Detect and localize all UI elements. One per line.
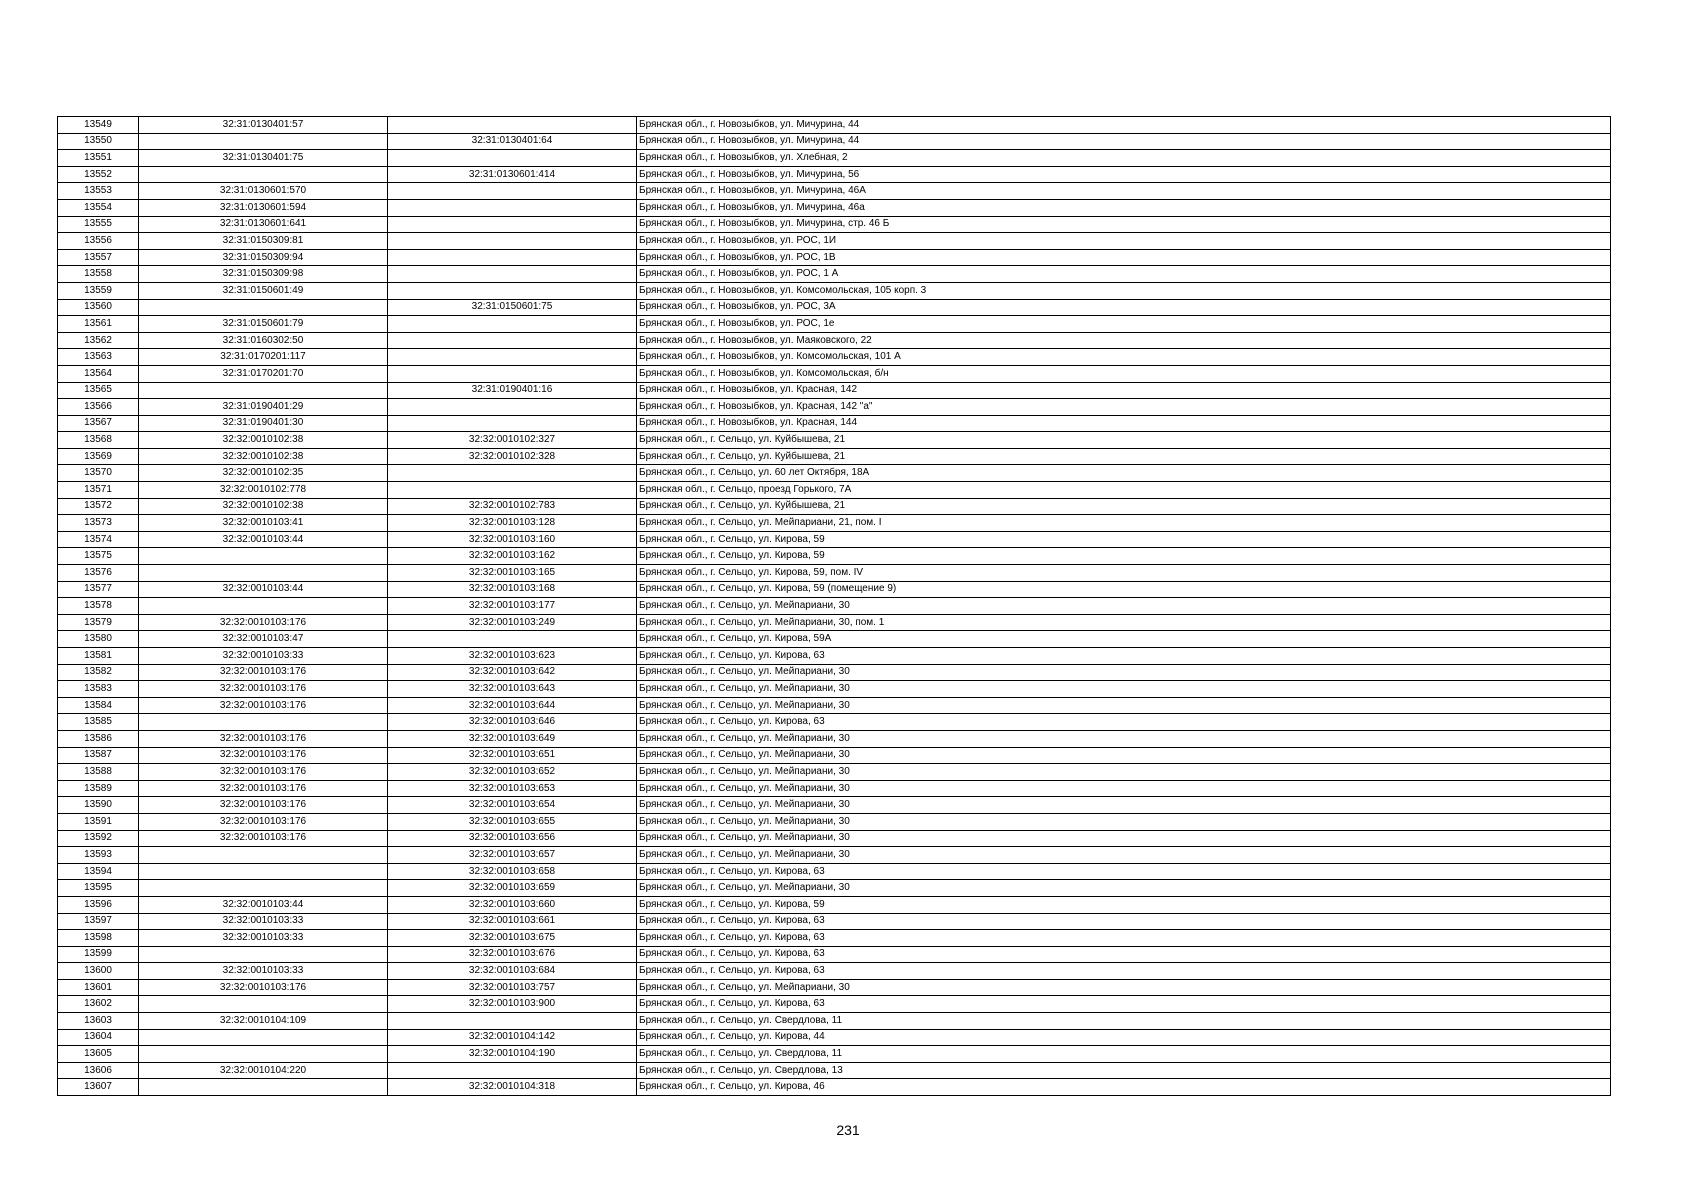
object-number-cell xyxy=(388,199,637,216)
cadastral-number-cell: 32:32:0010103:176 xyxy=(139,681,388,698)
address-cell: Брянская обл., г. Новозыбков, ул. Мичурина, 44 xyxy=(637,117,1611,134)
address-cell: Брянская обл., г. Новозыбков, ул. Мичурина, 56 xyxy=(637,166,1611,183)
address-cell: Брянская обл., г. Сельцо, ул. Кирова, 59А xyxy=(637,631,1611,648)
table-row xyxy=(58,631,1611,648)
table-row xyxy=(58,515,1611,532)
row-number-cell: 13556 xyxy=(58,233,139,250)
table-row xyxy=(58,117,1611,134)
cadastral-number-cell xyxy=(139,946,388,963)
row-number-cell: 13554 xyxy=(58,199,139,216)
row-number-cell: 13606 xyxy=(58,1062,139,1079)
object-number-cell: 32:32:0010103:165 xyxy=(388,565,637,582)
table-row xyxy=(58,664,1611,681)
table-row xyxy=(58,415,1611,432)
table-row xyxy=(58,697,1611,714)
row-number-cell: 13592 xyxy=(58,830,139,847)
table-row xyxy=(58,448,1611,465)
table-row xyxy=(58,531,1611,548)
table-row xyxy=(58,133,1611,150)
address-cell: Брянская обл., г. Сельцо, ул. Кирова, 63 xyxy=(637,946,1611,963)
object-number-cell xyxy=(388,117,637,134)
row-number-cell: 13602 xyxy=(58,996,139,1013)
row-number-cell: 13578 xyxy=(58,598,139,615)
row-number-cell: 13581 xyxy=(58,648,139,665)
address-cell: Брянская обл., г. Сельцо, ул. Мейпариани, 30 xyxy=(637,681,1611,698)
address-cell: Брянская обл., г. Новозыбков, ул. РОС, 1е xyxy=(637,316,1611,333)
address-cell: Брянская обл., г. Сельцо, ул. Мейпариани, 30 xyxy=(637,830,1611,847)
cadastral-number-cell: 32:31:0160302:50 xyxy=(139,332,388,349)
table-row xyxy=(58,581,1611,598)
cadastral-number-cell: 32:32:0010103:176 xyxy=(139,780,388,797)
row-number-cell: 13550 xyxy=(58,133,139,150)
cadastral-number-cell: 32:32:0010103:176 xyxy=(139,730,388,747)
cadastral-number-cell: 32:31:0130401:75 xyxy=(139,150,388,167)
address-cell: Брянская обл., г. Сельцо, ул. Кирова, 59, пом. IV xyxy=(637,565,1611,582)
address-cell: Брянская обл., г. Сельцо, ул. Свердлова, 11 xyxy=(637,1046,1611,1063)
address-cell: Брянская обл., г. Сельцо, ул. Мейпариани, 30 xyxy=(637,880,1611,897)
row-number-cell: 13568 xyxy=(58,432,139,449)
cadastral-number-cell xyxy=(139,996,388,1013)
object-number-cell: 32:32:0010103:646 xyxy=(388,714,637,731)
object-number-cell: 32:32:0010103:643 xyxy=(388,681,637,698)
row-number-cell: 13560 xyxy=(58,299,139,316)
address-cell: Брянская обл., г. Новозыбков, ул. РОС, 1И xyxy=(637,233,1611,250)
table-row xyxy=(58,249,1611,266)
cadastral-number-cell xyxy=(139,133,388,150)
table-row xyxy=(58,565,1611,582)
address-cell: Брянская обл., г. Сельцо, ул. Кирова, 59 xyxy=(637,548,1611,565)
cadastral-number-cell: 32:32:0010102:35 xyxy=(139,465,388,482)
table-row xyxy=(58,681,1611,698)
cadastral-number-cell xyxy=(139,382,388,399)
address-cell: Брянская обл., г. Сельцо, ул. Кирова, 63 xyxy=(637,648,1611,665)
cadastral-number-cell: 32:31:0130601:570 xyxy=(139,183,388,200)
cadastral-number-cell: 32:32:0010103:176 xyxy=(139,979,388,996)
address-cell: Брянская обл., г. Сельцо, ул. Кирова, 63 xyxy=(637,930,1611,947)
address-cell: Брянская обл., г. Сельцо, ул. Мейпариани, 30 xyxy=(637,598,1611,615)
object-number-cell: 32:32:0010103:177 xyxy=(388,598,637,615)
table-row xyxy=(58,780,1611,797)
cadastral-number-cell: 32:32:0010103:176 xyxy=(139,664,388,681)
row-number-cell: 13590 xyxy=(58,797,139,814)
object-number-cell: 32:32:0010102:327 xyxy=(388,432,637,449)
row-number-cell: 13600 xyxy=(58,963,139,980)
table-row xyxy=(58,598,1611,615)
row-number-cell: 13607 xyxy=(58,1079,139,1096)
cadastral-number-cell: 32:32:0010102:778 xyxy=(139,482,388,499)
address-cell: Брянская обл., г. Сельцо, проезд Горького, 7А xyxy=(637,482,1611,499)
table-row xyxy=(58,730,1611,747)
table-row xyxy=(58,382,1611,399)
address-cell: Брянская обл., г. Новозыбков, ул. РОС, 1В xyxy=(637,249,1611,266)
row-number-cell: 13557 xyxy=(58,249,139,266)
row-number-cell: 13580 xyxy=(58,631,139,648)
row-number-cell: 13572 xyxy=(58,498,139,515)
table-row xyxy=(58,216,1611,233)
cadastral-number-cell: 32:32:0010103:44 xyxy=(139,581,388,598)
table-row xyxy=(58,166,1611,183)
address-cell: Брянская обл., г. Новозыбков, ул. Красная, 142 "а" xyxy=(637,399,1611,416)
cadastral-number-cell: 32:32:0010104:109 xyxy=(139,1013,388,1030)
table-row xyxy=(58,548,1611,565)
table-row xyxy=(58,797,1611,814)
cadastral-number-cell: 32:31:0150309:98 xyxy=(139,266,388,283)
cadastral-number-cell xyxy=(139,548,388,565)
object-number-cell: 32:32:0010103:757 xyxy=(388,979,637,996)
object-number-cell: 32:32:0010103:249 xyxy=(388,614,637,631)
object-number-cell xyxy=(388,349,637,366)
table-row xyxy=(58,498,1611,515)
address-cell: Брянская обл., г. Сельцо, ул. Мейпариани, 30 xyxy=(637,730,1611,747)
object-number-cell xyxy=(388,150,637,167)
row-number-cell: 13596 xyxy=(58,896,139,913)
address-cell: Брянская обл., г. Сельцо, ул. Кирова, 59 xyxy=(637,531,1611,548)
cadastral-number-cell: 32:32:0010103:176 xyxy=(139,764,388,781)
cadastral-number-cell: 32:32:0010103:47 xyxy=(139,631,388,648)
object-number-cell xyxy=(388,216,637,233)
object-number-cell: 32:32:0010103:657 xyxy=(388,847,637,864)
cadastral-number-cell xyxy=(139,847,388,864)
table-row xyxy=(58,813,1611,830)
address-cell: Брянская обл., г. Новозыбков, ул. Мичурина, 46а xyxy=(637,199,1611,216)
row-number-cell: 13587 xyxy=(58,747,139,764)
cadastral-number-cell xyxy=(139,714,388,731)
cadastral-number-cell xyxy=(139,565,388,582)
cadastral-number-cell: 32:31:0190401:29 xyxy=(139,399,388,416)
address-cell: Брянская обл., г. Новозыбков, ул. Комсомольская, 105 корп. 3 xyxy=(637,282,1611,299)
address-cell: Брянская обл., г. Сельцо, ул. Кирова, 63 xyxy=(637,963,1611,980)
address-cell: Брянская обл., г. Новозыбков, ул. Комсомольская, 101 А xyxy=(637,349,1611,366)
table-row xyxy=(58,747,1611,764)
address-cell: Брянская обл., г. Новозыбков, ул. Красная, 144 xyxy=(637,415,1611,432)
address-cell: Брянская обл., г. Новозыбков, ул. РОС, 3А xyxy=(637,299,1611,316)
object-number-cell xyxy=(388,415,637,432)
row-number-cell: 13594 xyxy=(58,863,139,880)
object-number-cell xyxy=(388,482,637,499)
row-number-cell: 13582 xyxy=(58,664,139,681)
cadastral-number-cell: 32:32:0010103:44 xyxy=(139,896,388,913)
address-cell: Брянская обл., г. Новозыбков, ул. Мичурина, стр. 46 Б xyxy=(637,216,1611,233)
row-number-cell: 13565 xyxy=(58,382,139,399)
row-number-cell: 13571 xyxy=(58,482,139,499)
object-number-cell: 32:32:0010104:142 xyxy=(388,1029,637,1046)
cadastral-number-cell: 32:31:0170201:117 xyxy=(139,349,388,366)
cadastral-number-cell: 32:32:0010104:220 xyxy=(139,1062,388,1079)
address-cell: Брянская обл., г. Сельцо, ул. Кирова, 59 xyxy=(637,896,1611,913)
cadastral-number-cell: 32:31:0130601:641 xyxy=(139,216,388,233)
table-row xyxy=(58,614,1611,631)
object-number-cell xyxy=(388,183,637,200)
object-number-cell: 32:31:0150601:75 xyxy=(388,299,637,316)
row-number-cell: 13559 xyxy=(58,282,139,299)
object-number-cell xyxy=(388,465,637,482)
cadastral-number-cell xyxy=(139,1029,388,1046)
cadastral-number-cell xyxy=(139,1046,388,1063)
cadastral-number-cell xyxy=(139,863,388,880)
address-cell: Брянская обл., г. Сельцо, ул. Куйбышева, 21 xyxy=(637,498,1611,515)
object-number-cell: 32:32:0010104:190 xyxy=(388,1046,637,1063)
address-cell: Брянская обл., г. Сельцо, ул. Кирова, 63 xyxy=(637,913,1611,930)
row-number-cell: 13595 xyxy=(58,880,139,897)
row-number-cell: 13563 xyxy=(58,349,139,366)
table-row xyxy=(58,199,1611,216)
table-row xyxy=(58,316,1611,333)
cadastral-number-cell: 32:32:0010103:33 xyxy=(139,963,388,980)
cadastral-number-cell xyxy=(139,880,388,897)
table-row xyxy=(58,913,1611,930)
row-number-cell: 13552 xyxy=(58,166,139,183)
cadastral-number-cell: 32:32:0010103:176 xyxy=(139,797,388,814)
address-cell: Брянская обл., г. Новозыбков, ул. Маяковского, 22 xyxy=(637,332,1611,349)
row-number-cell: 13553 xyxy=(58,183,139,200)
row-number-cell: 13589 xyxy=(58,780,139,797)
table-row xyxy=(58,863,1611,880)
cadastral-number-cell: 32:32:0010103:176 xyxy=(139,697,388,714)
object-number-cell: 32:31:0130401:64 xyxy=(388,133,637,150)
row-number-cell: 13561 xyxy=(58,316,139,333)
object-number-cell: 32:32:0010103:652 xyxy=(388,764,637,781)
table-row xyxy=(58,233,1611,250)
row-number-cell: 13558 xyxy=(58,266,139,283)
object-number-cell: 32:32:0010103:644 xyxy=(388,697,637,714)
address-cell: Брянская обл., г. Сельцо, ул. Кирова, 44 xyxy=(637,1029,1611,1046)
cadastral-number-cell: 32:31:0150309:81 xyxy=(139,233,388,250)
object-number-cell: 32:31:0130601:414 xyxy=(388,166,637,183)
row-number-cell: 13551 xyxy=(58,150,139,167)
cadastral-number-cell: 32:31:0150309:94 xyxy=(139,249,388,266)
row-number-cell: 13584 xyxy=(58,697,139,714)
cadastral-number-cell: 32:31:0190401:30 xyxy=(139,415,388,432)
table-row xyxy=(58,880,1611,897)
object-number-cell: 32:32:0010103:661 xyxy=(388,913,637,930)
cadastral-number-cell: 32:31:0130401:57 xyxy=(139,117,388,134)
row-number-cell: 13570 xyxy=(58,465,139,482)
object-number-cell xyxy=(388,332,637,349)
row-number-cell: 13555 xyxy=(58,216,139,233)
table-row xyxy=(58,847,1611,864)
table-row xyxy=(58,482,1611,499)
object-number-cell: 32:32:0010103:658 xyxy=(388,863,637,880)
row-number-cell: 13603 xyxy=(58,1013,139,1030)
object-number-cell xyxy=(388,316,637,333)
object-number-cell: 32:32:0010103:654 xyxy=(388,797,637,814)
table-row xyxy=(58,764,1611,781)
object-number-cell: 32:32:0010103:623 xyxy=(388,648,637,665)
cadastral-number-cell: 32:31:0170201:70 xyxy=(139,365,388,382)
table-row xyxy=(58,830,1611,847)
table-row xyxy=(58,332,1611,349)
object-number-cell xyxy=(388,1013,637,1030)
object-number-cell xyxy=(388,249,637,266)
row-number-cell: 13604 xyxy=(58,1029,139,1046)
address-cell: Брянская обл., г. Сельцо, ул. Мейпариани, 30 xyxy=(637,847,1611,864)
address-cell: Брянская обл., г. Сельцо, ул. Мейпариани, 30 xyxy=(637,979,1611,996)
table-row xyxy=(58,282,1611,299)
row-number-cell: 13566 xyxy=(58,399,139,416)
address-cell: Брянская обл., г. Новозыбков, ул. Мичурина, 46А xyxy=(637,183,1611,200)
address-cell: Брянская обл., г. Сельцо, ул. Мейпариани, 30 xyxy=(637,764,1611,781)
object-number-cell: 32:32:0010103:900 xyxy=(388,996,637,1013)
row-number-cell: 13574 xyxy=(58,531,139,548)
row-number-cell: 13562 xyxy=(58,332,139,349)
object-number-cell: 32:32:0010103:128 xyxy=(388,515,637,532)
object-number-cell: 32:32:0010103:656 xyxy=(388,830,637,847)
row-number-cell: 13573 xyxy=(58,515,139,532)
cadastral-number-cell: 32:32:0010103:176 xyxy=(139,747,388,764)
cadastral-number-cell: 32:32:0010103:33 xyxy=(139,930,388,947)
row-number-cell: 13586 xyxy=(58,730,139,747)
row-number-cell: 13577 xyxy=(58,581,139,598)
cadastral-number-cell: 32:32:0010102:38 xyxy=(139,448,388,465)
cadastral-number-cell: 32:32:0010102:38 xyxy=(139,498,388,515)
row-number-cell: 13585 xyxy=(58,714,139,731)
row-number-cell: 13576 xyxy=(58,565,139,582)
cadastral-number-cell: 32:32:0010103:41 xyxy=(139,515,388,532)
row-number-cell: 13569 xyxy=(58,448,139,465)
cadastral-number-cell: 32:32:0010103:176 xyxy=(139,813,388,830)
address-cell: Брянская обл., г. Новозыбков, ул. Красная, 142 xyxy=(637,382,1611,399)
object-number-cell xyxy=(388,266,637,283)
cadastral-number-cell: 32:31:0150601:49 xyxy=(139,282,388,299)
table-row xyxy=(58,349,1611,366)
page-number: 231 xyxy=(836,1122,860,1138)
cadastral-number-cell xyxy=(139,1079,388,1096)
object-number-cell xyxy=(388,1062,637,1079)
table-row xyxy=(58,896,1611,913)
address-cell: Брянская обл., г. Сельцо, ул. Мейпариани, 30 xyxy=(637,697,1611,714)
object-number-cell: 32:32:0010103:659 xyxy=(388,880,637,897)
table-row xyxy=(58,963,1611,980)
object-number-cell xyxy=(388,631,637,648)
address-cell: Брянская обл., г. Сельцо, ул. Куйбышева, 21 xyxy=(637,432,1611,449)
table-row xyxy=(58,1046,1611,1063)
address-cell: Брянская обл., г. Сельцо, ул. Кирова, 63 xyxy=(637,863,1611,880)
table-row xyxy=(58,648,1611,665)
object-number-cell: 32:32:0010103:642 xyxy=(388,664,637,681)
table-row xyxy=(58,1029,1611,1046)
address-cell: Брянская обл., г. Сельцо, ул. Кирова, 63 xyxy=(637,714,1611,731)
row-number-cell: 13567 xyxy=(58,415,139,432)
address-cell: Брянская обл., г. Новозыбков, ул. РОС, 1 А xyxy=(637,266,1611,283)
cadastral-number-cell: 32:32:0010102:38 xyxy=(139,432,388,449)
object-number-cell: 32:32:0010103:655 xyxy=(388,813,637,830)
address-cell: Брянская обл., г. Сельцо, ул. Мейпариани, 30 xyxy=(637,747,1611,764)
cadastral-table xyxy=(57,116,1611,1096)
table-row xyxy=(58,365,1611,382)
row-number-cell: 13597 xyxy=(58,913,139,930)
object-number-cell: 32:32:0010102:328 xyxy=(388,448,637,465)
row-number-cell: 13575 xyxy=(58,548,139,565)
object-number-cell xyxy=(388,365,637,382)
table-row xyxy=(58,946,1611,963)
address-cell: Брянская обл., г. Сельцо, ул. Мейпариани, 30 xyxy=(637,780,1611,797)
address-cell: Брянская обл., г. Сельцо, ул. Кирова, 59 (помещение 9) xyxy=(637,581,1611,598)
row-number-cell: 13605 xyxy=(58,1046,139,1063)
table-row xyxy=(58,266,1611,283)
object-number-cell: 32:32:0010103:660 xyxy=(388,896,637,913)
table-row xyxy=(58,183,1611,200)
object-number-cell: 32:32:0010103:162 xyxy=(388,548,637,565)
object-number-cell: 32:31:0190401:16 xyxy=(388,382,637,399)
object-number-cell: 32:32:0010103:684 xyxy=(388,963,637,980)
table-row xyxy=(58,996,1611,1013)
cadastral-number-cell xyxy=(139,166,388,183)
address-cell: Брянская обл., г. Сельцо, ул. Мейпариани, 30 xyxy=(637,797,1611,814)
table-row xyxy=(58,150,1611,167)
table-row xyxy=(58,299,1611,316)
object-number-cell: 32:32:0010103:653 xyxy=(388,780,637,797)
row-number-cell: 13591 xyxy=(58,813,139,830)
address-cell: Брянская обл., г. Новозыбков, ул. Хлебная, 2 xyxy=(637,150,1611,167)
row-number-cell: 13579 xyxy=(58,614,139,631)
cadastral-number-cell: 32:32:0010103:176 xyxy=(139,614,388,631)
address-cell: Брянская обл., г. Сельцо, ул. Куйбышева, 21 xyxy=(637,448,1611,465)
row-number-cell: 13549 xyxy=(58,117,139,134)
object-number-cell: 32:32:0010103:675 xyxy=(388,930,637,947)
table-row xyxy=(58,432,1611,449)
cadastral-number-cell xyxy=(139,299,388,316)
object-number-cell xyxy=(388,282,637,299)
row-number-cell: 13588 xyxy=(58,764,139,781)
object-number-cell: 32:32:0010103:651 xyxy=(388,747,637,764)
address-cell: Брянская обл., г. Сельцо, ул. Мейпариани, 30, пом. 1 xyxy=(637,614,1611,631)
address-cell: Брянская обл., г. Сельцо, ул. Мейпариани, 21, пом. I xyxy=(637,515,1611,532)
object-number-cell: 32:32:0010104:318 xyxy=(388,1079,637,1096)
cadastral-number-cell: 32:32:0010103:33 xyxy=(139,648,388,665)
address-cell: Брянская обл., г. Сельцо, ул. Кирова, 46 xyxy=(637,1079,1611,1096)
row-number-cell: 13593 xyxy=(58,847,139,864)
table-row xyxy=(58,399,1611,416)
cadastral-number-cell: 32:32:0010103:33 xyxy=(139,913,388,930)
table-row xyxy=(58,465,1611,482)
row-number-cell: 13583 xyxy=(58,681,139,698)
row-number-cell: 13564 xyxy=(58,365,139,382)
row-number-cell: 13601 xyxy=(58,979,139,996)
address-cell: Брянская обл., г. Сельцо, ул. Свердлова, 13 xyxy=(637,1062,1611,1079)
table-body xyxy=(58,117,1611,1096)
object-number-cell: 32:32:0010103:168 xyxy=(388,581,637,598)
row-number-cell: 13598 xyxy=(58,930,139,947)
address-cell: Брянская обл., г. Сельцо, ул. Кирова, 63 xyxy=(637,996,1611,1013)
object-number-cell xyxy=(388,399,637,416)
table-row xyxy=(58,979,1611,996)
table-row xyxy=(58,1013,1611,1030)
object-number-cell: 32:32:0010102:783 xyxy=(388,498,637,515)
table-row xyxy=(58,714,1611,731)
address-cell: Брянская обл., г. Сельцо, ул. Свердлова, 11 xyxy=(637,1013,1611,1030)
cadastral-number-cell: 32:31:0130601:594 xyxy=(139,199,388,216)
table-row xyxy=(58,1079,1611,1096)
address-cell: Брянская обл., г. Сельцо, ул. 60 лет Октября, 18А xyxy=(637,465,1611,482)
object-number-cell: 32:32:0010103:676 xyxy=(388,946,637,963)
cadastral-number-cell: 32:32:0010103:44 xyxy=(139,531,388,548)
address-cell: Брянская обл., г. Новозыбков, ул. Мичурина, 44 xyxy=(637,133,1611,150)
object-number-cell: 32:32:0010103:160 xyxy=(388,531,637,548)
object-number-cell xyxy=(388,233,637,250)
address-cell: Брянская обл., г. Сельцо, ул. Мейпариани, 30 xyxy=(637,664,1611,681)
address-cell: Брянская обл., г. Новозыбков, ул. Комсомольская, б/н xyxy=(637,365,1611,382)
cadastral-number-cell: 32:31:0150601:79 xyxy=(139,316,388,333)
cadastral-number-cell xyxy=(139,598,388,615)
address-cell: Брянская обл., г. Сельцо, ул. Мейпариани, 30 xyxy=(637,813,1611,830)
object-number-cell: 32:32:0010103:649 xyxy=(388,730,637,747)
row-number-cell: 13599 xyxy=(58,946,139,963)
table-row xyxy=(58,1062,1611,1079)
table-row xyxy=(58,930,1611,947)
cadastral-number-cell: 32:32:0010103:176 xyxy=(139,830,388,847)
